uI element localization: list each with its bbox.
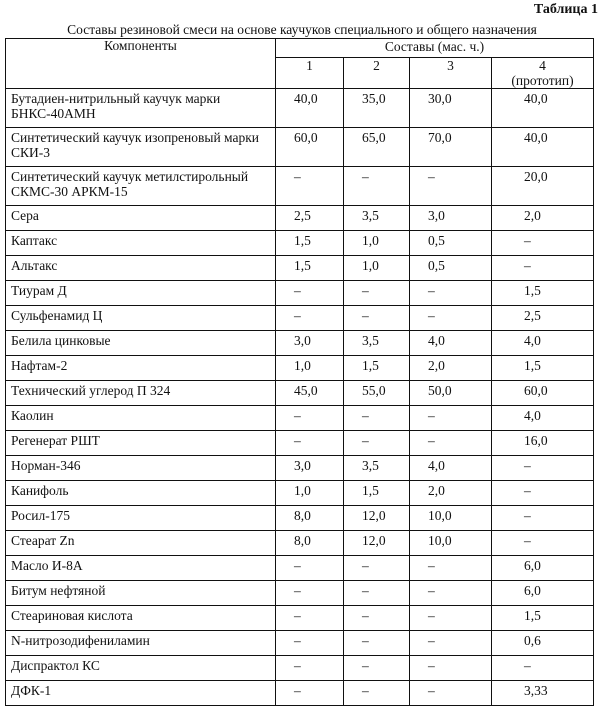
value-cell-col-4: 60,0 xyxy=(492,381,594,406)
table-row xyxy=(6,556,594,581)
component-name: N-нитрозодифениламин xyxy=(6,631,276,656)
value-cell-col-1: 40,0 xyxy=(276,89,344,128)
value-cell-col-3: – xyxy=(410,281,492,306)
component-name: Синтетический каучук изопреновый марки СКИ-3 xyxy=(6,128,276,167)
value-cell-col-1: 3,0 xyxy=(276,331,344,356)
value-cell-col-2: – xyxy=(344,406,410,431)
value-cell-col-4: 16,0 xyxy=(492,431,594,456)
component-name: Масло И-8А xyxy=(6,556,276,581)
value-cell-col-1: 45,0 xyxy=(276,381,344,406)
value-cell-col-2: – xyxy=(344,167,410,206)
value-cell-col-2: – xyxy=(344,281,410,306)
value-cell-col-4: 2,0 xyxy=(492,206,594,231)
value-cell-col-1: – xyxy=(276,167,344,206)
table-row xyxy=(6,481,594,506)
header-col-4-number: 4 xyxy=(539,58,546,73)
table-body xyxy=(6,89,594,706)
value-cell-col-1: 1,5 xyxy=(276,231,344,256)
value-cell-col-2: 1,5 xyxy=(344,356,410,381)
table-row xyxy=(6,431,594,456)
value-cell-col-2: – xyxy=(344,306,410,331)
component-name: Сера xyxy=(6,206,276,231)
table-row xyxy=(6,406,594,431)
value-cell-col-3: 2,0 xyxy=(410,356,492,381)
value-cell-col-2: 1,0 xyxy=(344,231,410,256)
value-cell-col-1: 60,0 xyxy=(276,128,344,167)
table-row xyxy=(6,128,594,167)
component-name: Альтакс xyxy=(6,256,276,281)
component-name: Нафтам-2 xyxy=(6,356,276,381)
header-compositions: Составы (мас. ч.) xyxy=(276,39,594,58)
value-cell-col-4: – xyxy=(492,256,594,281)
value-cell-col-2: – xyxy=(344,631,410,656)
value-cell-col-3: – xyxy=(410,656,492,681)
table-row xyxy=(6,606,594,631)
value-cell-col-4: 0,6 xyxy=(492,631,594,656)
value-cell-col-4: 4,0 xyxy=(492,406,594,431)
value-cell-col-1: – xyxy=(276,581,344,606)
table-row xyxy=(6,381,594,406)
value-cell-col-4: – xyxy=(492,506,594,531)
value-cell-col-2: – xyxy=(344,581,410,606)
value-cell-col-1: 2,5 xyxy=(276,206,344,231)
value-cell-col-4: 1,5 xyxy=(492,281,594,306)
value-cell-col-3: – xyxy=(410,306,492,331)
table-row xyxy=(6,681,594,706)
value-cell-col-2: – xyxy=(344,431,410,456)
component-name: Белила цинковые xyxy=(6,331,276,356)
component-name: Норман-346 xyxy=(6,456,276,481)
table-row xyxy=(6,89,594,128)
table-row xyxy=(6,331,594,356)
value-cell-col-1: – xyxy=(276,406,344,431)
table-caption: Составы резиновой смеси на основе каучуков специального и общего назначения xyxy=(67,22,537,37)
value-cell-col-3: – xyxy=(410,406,492,431)
component-name: Каолин xyxy=(6,406,276,431)
value-cell-col-2: 12,0 xyxy=(344,506,410,531)
value-cell-col-2: 3,5 xyxy=(344,206,410,231)
value-cell-col-1: – xyxy=(276,681,344,706)
value-cell-col-1: – xyxy=(276,606,344,631)
table-row xyxy=(6,656,594,681)
value-cell-col-1: – xyxy=(276,556,344,581)
value-cell-col-3: 50,0 xyxy=(410,381,492,406)
value-cell-col-4: 1,5 xyxy=(492,356,594,381)
value-cell-col-4: 1,5 xyxy=(492,606,594,631)
table-row xyxy=(6,167,594,206)
table-row xyxy=(6,206,594,231)
value-cell-col-2: 65,0 xyxy=(344,128,410,167)
value-cell-col-2: 12,0 xyxy=(344,531,410,556)
value-cell-col-2: 1,5 xyxy=(344,481,410,506)
value-cell-col-4: 3,33 xyxy=(492,681,594,706)
header-col-3: 3 xyxy=(410,58,492,89)
value-cell-col-3: – xyxy=(410,681,492,706)
component-name: Стеарат Zn xyxy=(6,531,276,556)
composition-table xyxy=(5,38,594,706)
component-name: ДФК-1 xyxy=(6,681,276,706)
value-cell-col-1: – xyxy=(276,656,344,681)
value-cell-col-1: – xyxy=(276,631,344,656)
value-cell-col-4: – xyxy=(492,456,594,481)
value-cell-col-1: – xyxy=(276,281,344,306)
value-cell-col-2: – xyxy=(344,556,410,581)
table-row xyxy=(6,256,594,281)
table-row xyxy=(6,581,594,606)
table-label: Таблица 1 xyxy=(533,2,598,17)
header-col-2: 2 xyxy=(344,58,410,89)
value-cell-col-3: 4,0 xyxy=(410,331,492,356)
table-row xyxy=(6,631,594,656)
value-cell-col-4: 4,0 xyxy=(492,331,594,356)
header-components-label: Компоненты xyxy=(104,38,177,53)
value-cell-col-4: – xyxy=(492,481,594,506)
value-cell-col-4: 2,5 xyxy=(492,306,594,331)
value-cell-col-4: – xyxy=(492,656,594,681)
value-cell-col-3: 30,0 xyxy=(410,89,492,128)
header-col-1: 1 xyxy=(276,58,344,89)
table-row xyxy=(6,281,594,306)
value-cell-col-2: – xyxy=(344,656,410,681)
value-cell-col-1: 8,0 xyxy=(276,506,344,531)
header-col-4 xyxy=(492,58,594,89)
value-cell-col-1: – xyxy=(276,431,344,456)
table-row xyxy=(6,456,594,481)
value-cell-col-3: 0,5 xyxy=(410,256,492,281)
value-cell-col-1: 1,5 xyxy=(276,256,344,281)
value-cell-col-4: 6,0 xyxy=(492,556,594,581)
value-cell-col-4: 6,0 xyxy=(492,581,594,606)
component-name: Росил-175 xyxy=(6,506,276,531)
value-cell-col-2: 3,5 xyxy=(344,331,410,356)
table-row xyxy=(6,231,594,256)
value-cell-col-4: – xyxy=(492,231,594,256)
component-name: Сульфенамид Ц xyxy=(6,306,276,331)
header-col-4-note: (прототип) xyxy=(511,73,574,88)
value-cell-col-2: 55,0 xyxy=(344,381,410,406)
component-name: Бутадиен-нитрильный каучук марки БНКС-40АМН xyxy=(6,89,276,128)
component-name: Синтетический каучук метилстирольный СКМС-30 АРКМ-15 xyxy=(6,167,276,206)
value-cell-col-3: 3,0 xyxy=(410,206,492,231)
value-cell-col-1: 8,0 xyxy=(276,531,344,556)
value-cell-col-4: – xyxy=(492,531,594,556)
value-cell-col-1: 1,0 xyxy=(276,356,344,381)
value-cell-col-2: 1,0 xyxy=(344,256,410,281)
value-cell-col-3: 10,0 xyxy=(410,506,492,531)
component-name: Тиурам Д xyxy=(6,281,276,306)
header-components xyxy=(6,39,276,89)
value-cell-col-4: 40,0 xyxy=(492,89,594,128)
value-cell-col-3: 10,0 xyxy=(410,531,492,556)
table-row xyxy=(6,506,594,531)
component-name: Канифоль xyxy=(6,481,276,506)
component-name: Технический углерод П 324 xyxy=(6,381,276,406)
value-cell-col-1: 3,0 xyxy=(276,456,344,481)
value-cell-col-4: 40,0 xyxy=(492,128,594,167)
value-cell-col-3: – xyxy=(410,556,492,581)
value-cell-col-3: – xyxy=(410,431,492,456)
value-cell-col-3: – xyxy=(410,631,492,656)
component-name: Диспрактол КС xyxy=(6,656,276,681)
table-row xyxy=(6,531,594,556)
value-cell-col-1: – xyxy=(276,306,344,331)
value-cell-col-3: – xyxy=(410,581,492,606)
component-name: Битум нефтяной xyxy=(6,581,276,606)
value-cell-col-3: 4,0 xyxy=(410,456,492,481)
value-cell-col-3: 70,0 xyxy=(410,128,492,167)
value-cell-col-4: 20,0 xyxy=(492,167,594,206)
component-name: Стеариновая кислота xyxy=(6,606,276,631)
component-name: Регенерат РШТ xyxy=(6,431,276,456)
table-row xyxy=(6,306,594,331)
value-cell-col-2: – xyxy=(344,681,410,706)
table-row xyxy=(6,356,594,381)
value-cell-col-2: 35,0 xyxy=(344,89,410,128)
component-name: Каптакс xyxy=(6,231,276,256)
value-cell-col-2: – xyxy=(344,606,410,631)
value-cell-col-3: – xyxy=(410,167,492,206)
value-cell-col-3: – xyxy=(410,606,492,631)
value-cell-col-1: 1,0 xyxy=(276,481,344,506)
value-cell-col-3: 0,5 xyxy=(410,231,492,256)
value-cell-col-2: 3,5 xyxy=(344,456,410,481)
value-cell-col-3: 2,0 xyxy=(410,481,492,506)
